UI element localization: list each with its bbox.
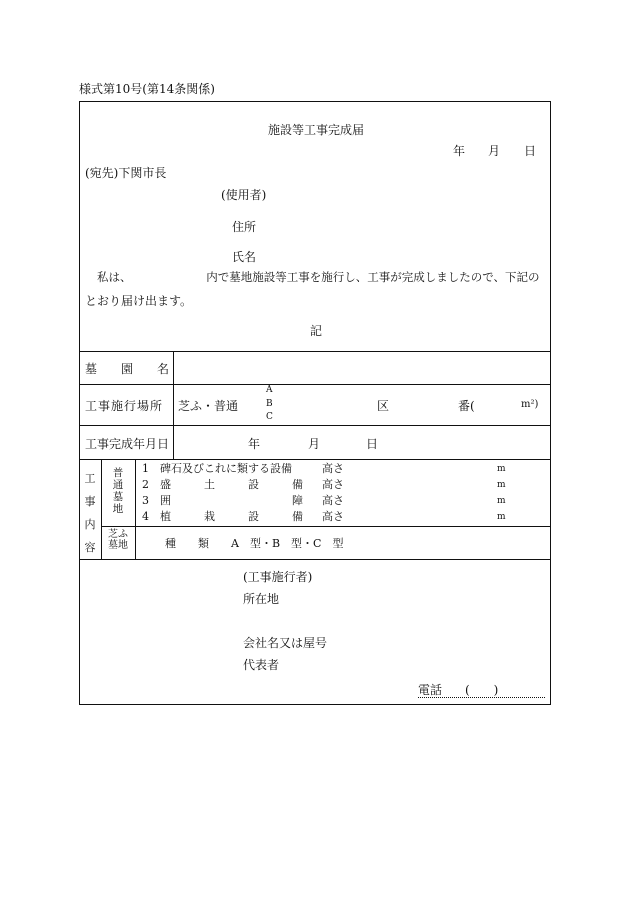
content-label: 工事内容 <box>84 472 96 554</box>
content-label-divider <box>101 459 102 559</box>
subtype-label-divider <box>135 459 136 559</box>
phone-underline <box>418 697 545 698</box>
item-unit: m <box>497 496 506 506</box>
item-name: 碑石及びこれに類する設備 <box>160 462 292 475</box>
date-day: 日 <box>524 144 537 158</box>
body-text-line1: 私は、 内で墓地施設等工事を施行し、工事が完成しましたので、下記の <box>97 270 540 284</box>
item-name: 囲 障 <box>160 494 303 507</box>
divider-cemetery <box>79 384 551 385</box>
divider-content <box>79 559 551 560</box>
ordinary-cemetery-label: 普通墓地 <box>112 467 124 516</box>
user-name-label: 氏名 <box>232 250 257 264</box>
item-name: 盛 土 設 備 <box>160 478 303 491</box>
completion-year: 年 <box>248 437 261 451</box>
phone-parens: ( ) <box>465 683 499 697</box>
location-c: C <box>266 412 273 422</box>
item-unit: m <box>497 512 506 522</box>
location-label: 工事施行場所 <box>85 399 164 413</box>
phone-label: 電話 <box>418 683 443 697</box>
item-name: 植 栽 設 備 <box>160 510 303 523</box>
ki-heading: 記 <box>310 324 323 338</box>
location-ban: 番( <box>458 399 475 413</box>
contractor-heading: (工事施行者) <box>243 570 313 584</box>
contractor-company-label: 会社名又は屋号 <box>243 636 328 650</box>
label-column-divider <box>173 351 174 459</box>
location-ward: 区 <box>377 399 390 413</box>
shibafu-types: 種 類 A 型・B 型・C 型 <box>165 537 344 550</box>
item-number: 4 <box>142 510 149 523</box>
divider-header <box>79 351 551 352</box>
item-unit: m <box>497 464 506 474</box>
location-unit: m²) <box>521 399 539 410</box>
item-height-label: 高さ <box>322 510 344 523</box>
item-number: 3 <box>142 494 149 507</box>
user-address-label: 住所 <box>232 220 257 234</box>
location-a: A <box>266 385 273 395</box>
divider-completion <box>79 459 551 460</box>
location-b: B <box>266 399 273 409</box>
completion-day: 日 <box>366 437 379 451</box>
completion-label: 工事完成年月日 <box>85 437 170 451</box>
form-number: 様式第10号(第14条関係) <box>79 82 215 96</box>
item-number: 2 <box>142 478 149 491</box>
item-height-label: 高さ <box>322 478 344 491</box>
item-height-label: 高さ <box>322 494 344 507</box>
addressee: (宛先)下関市長 <box>85 166 167 180</box>
date-month: 月 <box>488 144 501 158</box>
contractor-rep-label: 代表者 <box>243 658 280 672</box>
form-title: 施設等工事完成届 <box>268 123 365 137</box>
user-heading: (使用者) <box>221 188 267 202</box>
cemetery-label: 墓 園 名 <box>85 362 170 376</box>
completion-month: 月 <box>308 437 321 451</box>
divider-location <box>79 425 551 426</box>
location-type: 芝ふ・普通 <box>178 399 239 413</box>
date-year: 年 <box>453 144 466 158</box>
item-number: 1 <box>142 462 149 475</box>
body-text-line2: とおり届け出ます。 <box>85 294 193 308</box>
item-unit: m <box>497 480 506 490</box>
contractor-location-label: 所在地 <box>243 592 280 606</box>
shibafu-cemetery-label: 芝ふ墓地 <box>108 529 128 551</box>
item-height-label: 高さ <box>322 462 344 475</box>
divider-ordinary <box>101 526 551 527</box>
